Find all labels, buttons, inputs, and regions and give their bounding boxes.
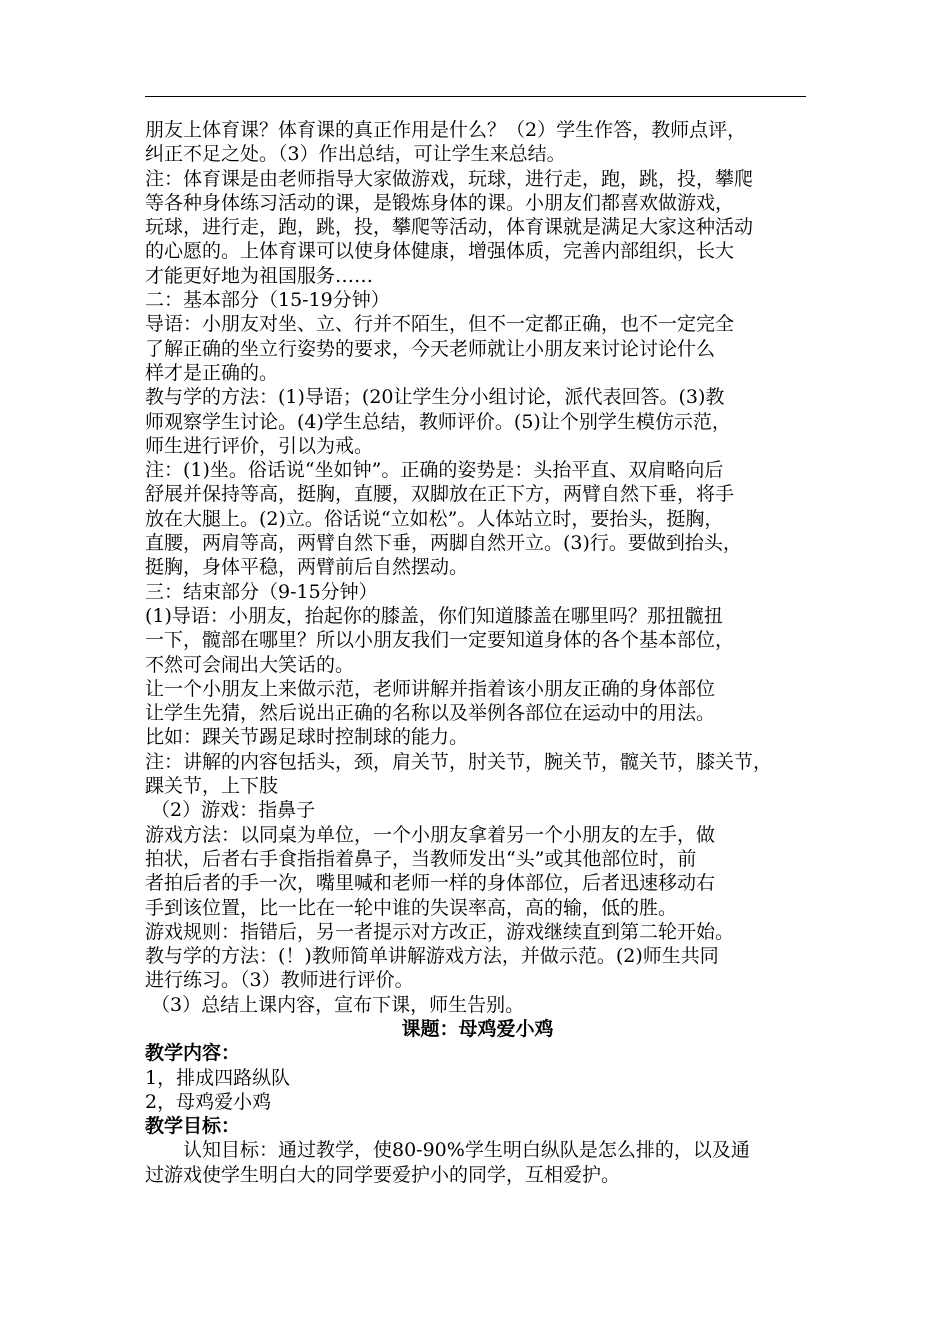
text-line: 放在大腿上。(2)立。俗话说“立如松”。人体站立时，要抬头，挺胸，	[145, 507, 724, 530]
text-line: 让一个小朋友上来做示范，老师讲解并指着该小朋友正确的身体部位	[145, 677, 716, 700]
text-line: 玩球，进行走，跑，跳，投，攀爬等活动，体育课就是满足大家这种活动	[145, 216, 754, 239]
text-line: 的心愿的。上体育课可以使身体健康，增强体质，完善内部组织，长大	[145, 240, 735, 263]
text-line: 让学生先猜，然后说出正确的名称以及举例各部位在运动中的用法。	[145, 702, 716, 725]
teaching-content-item: 1，排成四路纵队	[145, 1066, 291, 1089]
text-line: 直腰，两肩等高，两臂自然下垂，两脚自然开立。(3)行。要做到抬头，	[145, 532, 742, 555]
text-line: 挺胸，身体平稳，两臂前后自然摆动。	[145, 556, 469, 579]
text-line: 者拍后者的手一次，嘴里喊和老师一样的身体部位，后者迅速移动右	[145, 872, 716, 895]
text-line: 注：讲解的内容包括头，颈，肩关节，肘关节，腕关节，髋关节，膝关节，	[145, 750, 773, 773]
text-line: （2）游戏：指鼻子	[151, 799, 316, 822]
text-line: 一下，髋部在哪里？所以小朋友我们一定要知道身体的各个基本部位，	[145, 629, 735, 652]
text-line: 拍状，后者右手食指指着鼻子，当教师发出“头”或其他部位时，前	[145, 847, 697, 870]
text-line: 导语：小朋友对坐、立、行并不陌生，但不一定都正确，也不一定完全	[145, 313, 735, 336]
text-line: 教与学的方法：(！)教师简单讲解游戏方法，并做示范。(2)师生共同	[145, 945, 719, 968]
text-line: 才能更好地为祖国服务……	[145, 264, 374, 287]
text-line: 纠正不足之处。（3）作出总结，可让学生来总结。	[145, 143, 566, 166]
text-line: 教与学的方法：(1)导语；(20让学生分小组讨论，派代表回答。(3)教	[145, 386, 725, 409]
text-line: 手到该位置，比一比在一轮中谁的失误率高，高的输，低的胜。	[145, 896, 678, 919]
section-heading-basic: 二：基本部分（15-19分钟）	[145, 289, 390, 312]
text-line: 舒展并保持等高，挺胸，直腰，双脚放在正下方，两臂自然下垂，将手	[145, 483, 735, 506]
text-line: （3）总结上课内容，宣布下课，师生告别。	[151, 993, 525, 1016]
text-line: 注：体育课是由老师指导大家做游戏，玩球，进行走，跑，跳，投，攀爬	[145, 167, 754, 190]
text-line: 游戏规则：指错后，另一者提示对方改正，游戏继续直到第二轮开始。	[145, 920, 735, 943]
text-line: 比如：踝关节踢足球时控制球的能力。	[145, 726, 469, 749]
text-line: 师生进行评价，引以为戒。	[145, 434, 374, 457]
text-line: 样才是正确的。	[145, 361, 279, 384]
lesson-title: 课题：母鸡爱小鸡	[401, 1017, 554, 1040]
text-line: 踝关节，上下肢	[145, 775, 279, 798]
document-body	[145, 118, 810, 1187]
teaching-goals-heading: 教学目标：	[145, 1115, 241, 1138]
text-line: 了解正确的坐立行姿势的要求，今天老师就让小朋友来讨论讨论什么	[145, 337, 716, 360]
text-line: 不然可会闹出大笑话的。	[145, 653, 355, 676]
text-line: 朋友上体育课？体育课的真正作用是什么？（2）学生作答，教师点评，	[145, 119, 747, 141]
header-rule	[145, 96, 806, 97]
text-line: 注：(1)坐。俗话说“坐如钟”。正确的姿势是：头抬平直、双肩略向后	[145, 459, 724, 482]
text-line: 等各种身体练习活动的课，是锻炼身体的课。小朋友们都喜欢做游戏，	[145, 191, 735, 214]
goal-line: 过游戏使学生明白大的同学要爱护小的同学，互相爱护。	[145, 1163, 621, 1186]
goal-line: 认知目标：通过教学，使80-90%学生明白纵队是怎么排的，以及通	[183, 1139, 750, 1162]
section-heading-ending: 三：结束部分（9-15分钟）	[145, 580, 378, 603]
text-line: 师观察学生讨论。(4)学生总结，教师评价。(5)让个别学生模仿示范，	[145, 410, 731, 433]
teaching-content-heading: 教学内容：	[145, 1042, 241, 1065]
text-line: 进行练习。（3）教师进行评价。	[145, 969, 414, 992]
teaching-content-item: 2，母鸡爱小鸡	[145, 1090, 272, 1113]
text-line: (1)导语：小朋友，抬起你的膝盖，你们知道膝盖在哪里吗？那扭髋扭	[145, 604, 723, 627]
text-line: 游戏方法：以同桌为单位，一个小朋友拿着另一个小朋友的左手，做	[145, 823, 716, 846]
